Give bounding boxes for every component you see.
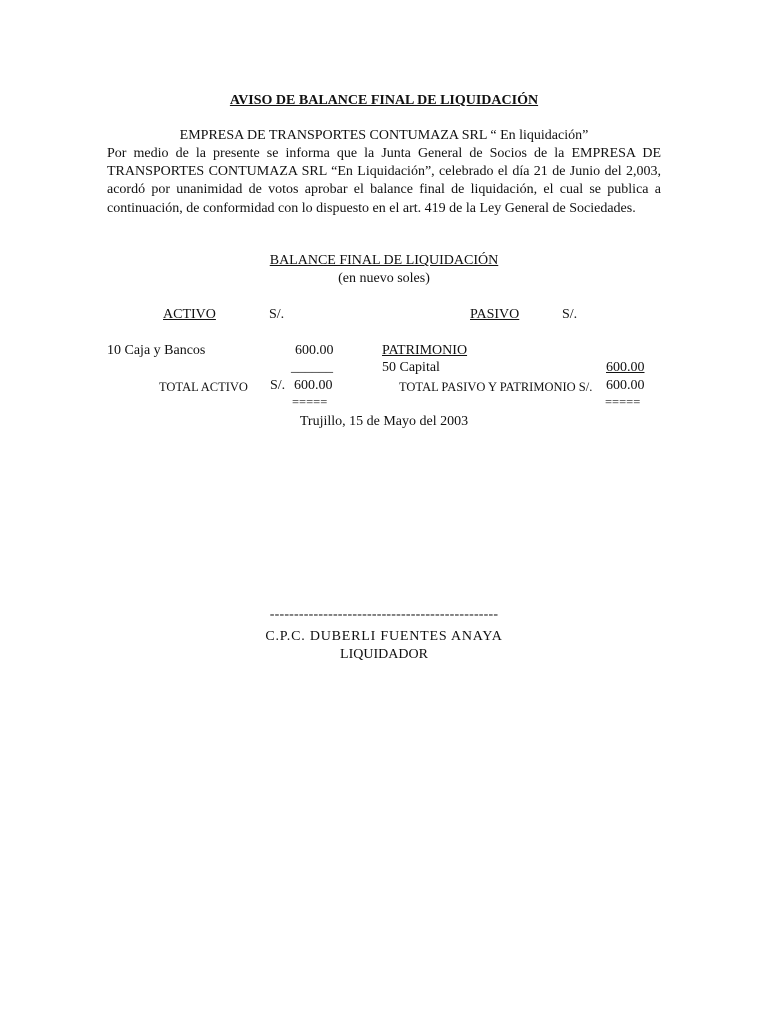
capital-value: 600.00 — [606, 360, 645, 375]
activo-item-label: 10 Caja y Bancos — [107, 343, 206, 358]
activo-item-value: 600.00 — [295, 343, 334, 358]
notice-title: AVISO DE BALANCE FINAL DE LIQUIDACIÓN — [229, 93, 539, 108]
activo-subtotal-line: ______ — [291, 360, 333, 375]
notice-paragraph: Por medio de la presente se informa que la Junta General de Socios de la EMPRESA DE TRANSPORTES CONTUMAZA SRL “En Liquidación”, celebrado el día 21 de Junio del 2,003, acordó por unanimidad de votos aprobar el balance final de liquidación, el cual se publica a continuación, de conformidad con lo dispuesto en el art. 419 de la Ley General de Sociedades. — [107, 146, 661, 216]
balance-title: BALANCE FINAL DE LIQUIDACIÓN — [269, 253, 499, 268]
signer-name: C.P.C. DUBERLI FUENTES ANAYA — [265, 629, 503, 644]
place-date: Trujillo, 15 de Mayo del 2003 — [299, 414, 469, 429]
patrimonio-header: PATRIMONIO — [382, 343, 468, 358]
company-line: EMPRESA DE TRANSPORTES CONTUMAZA SRL “ En liquidación” — [179, 128, 589, 143]
total-activo-currency: S/. — [270, 378, 286, 393]
capital-label: 50 Capital — [382, 360, 440, 375]
activo-currency: S/. — [269, 307, 285, 322]
activo-header: ACTIVO — [163, 307, 216, 322]
double-rule-left: ===== — [292, 395, 328, 409]
total-activo-value: 600.00 — [294, 378, 333, 393]
total-pasivo-label: TOTAL PASIVO Y PATRIMONIO S/. — [399, 380, 593, 394]
total-activo-label: TOTAL ACTIVO — [159, 380, 248, 394]
pasivo-header: PASIVO — [470, 307, 520, 322]
signer-role: LIQUIDADOR — [340, 647, 428, 662]
double-rule-right: ===== — [605, 395, 641, 409]
signature-line: ----------------------------------------------- — [269, 607, 499, 622]
pasivo-currency: S/. — [562, 307, 578, 322]
total-pasivo-value: 600.00 — [606, 378, 645, 393]
balance-subtitle: (en nuevo soles) — [338, 271, 430, 286]
